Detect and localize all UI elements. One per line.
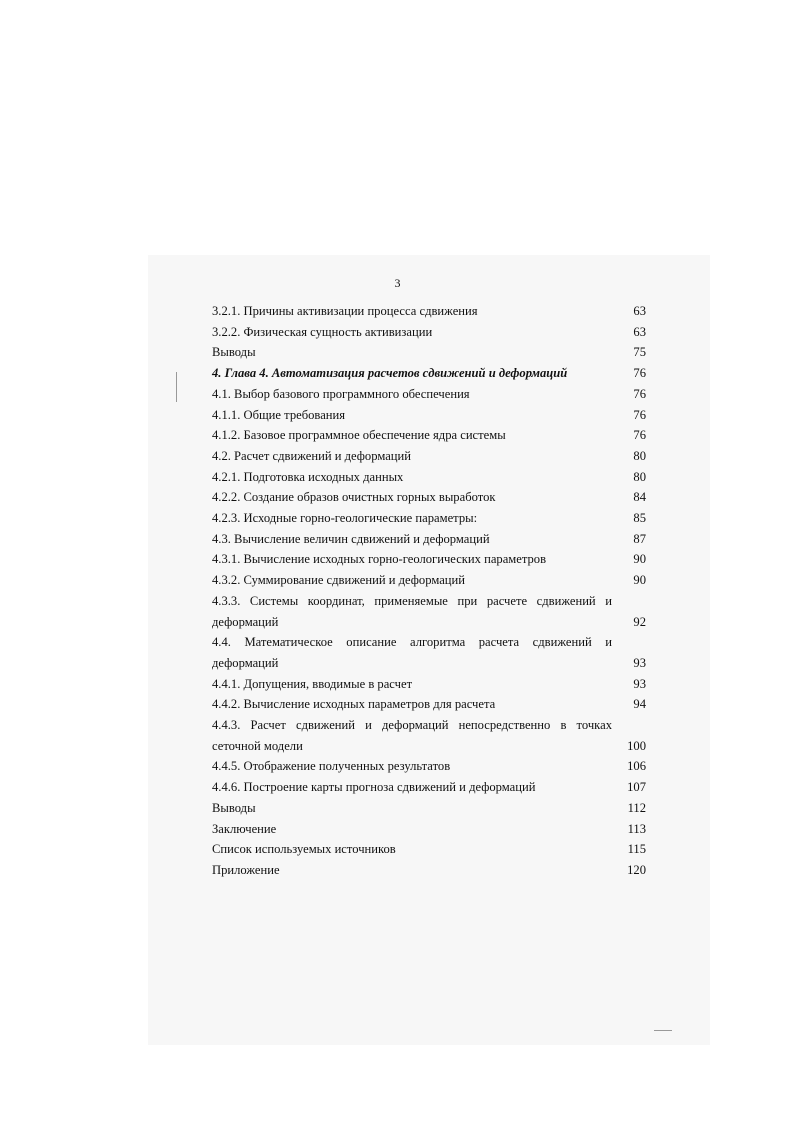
toc-title: 4.4.3. Расчет сдвижений и деформаций непосредственно в точках сеточной модели bbox=[212, 718, 612, 753]
toc-entry bbox=[212, 860, 646, 881]
toc-title: 4.3.2. Суммирование сдвижений и деформаций bbox=[212, 573, 466, 588]
toc-title: Выводы bbox=[212, 345, 256, 360]
toc-entry bbox=[212, 529, 646, 550]
table-of-contents bbox=[212, 301, 646, 881]
toc-entry bbox=[212, 632, 646, 673]
toc-title: 4.2.3. Исходные горно-геологические параметры: bbox=[212, 511, 478, 526]
toc-page: 63 bbox=[633, 304, 646, 318]
toc-title: 4.4. Математическое описание алгоритма расчета сдвижений и деформаций bbox=[212, 635, 612, 670]
toc-title: Приложение bbox=[212, 862, 280, 877]
toc-title: Список используемых источников bbox=[212, 842, 396, 857]
toc-page: 87 bbox=[633, 531, 646, 546]
toc-entry bbox=[212, 694, 646, 715]
toc-title: 4.2.2. Создание образов очистных горных выработок bbox=[212, 490, 496, 505]
toc-entry bbox=[212, 839, 646, 860]
toc-title: 3.2.2. Физическая сущность активизации bbox=[212, 324, 433, 339]
toc-page: 75 bbox=[633, 345, 646, 360]
toc-entry bbox=[212, 570, 646, 591]
toc-title: 3.2.1. Причины активизации процесса сдвижения bbox=[212, 304, 478, 318]
toc-entry bbox=[212, 467, 646, 488]
toc-entry bbox=[212, 777, 646, 798]
toc-page: 112 bbox=[627, 800, 646, 815]
toc-page: 94 bbox=[633, 697, 646, 712]
toc-entry bbox=[212, 487, 646, 508]
toc-page: 76 bbox=[633, 386, 646, 401]
toc-title: Выводы bbox=[212, 800, 256, 815]
toc-title: 4. Глава 4. Автоматизация расчетов сдвижений и деформаций bbox=[212, 366, 568, 381]
toc-title: 4.1. Выбор базового программного обеспечения bbox=[212, 386, 470, 401]
scan-mark bbox=[176, 372, 177, 402]
page-number: 3 bbox=[394, 276, 401, 290]
toc-page: 80 bbox=[633, 448, 646, 463]
toc-page: 80 bbox=[633, 469, 646, 484]
scan-mark bbox=[654, 1030, 672, 1031]
toc-title: 4.4.2. Вычисление исходных параметров для расчета bbox=[212, 697, 496, 712]
toc-page: 106 bbox=[627, 759, 646, 774]
toc-page: 100 bbox=[627, 738, 646, 753]
toc-entry bbox=[212, 342, 646, 363]
toc-page: 84 bbox=[633, 490, 646, 505]
toc-title: 4.3.1. Вычисление исходных горно-геологических параметров bbox=[212, 552, 547, 567]
toc-page: 63 bbox=[633, 324, 646, 339]
toc-entry bbox=[212, 756, 646, 777]
toc-title: 4.4.6. Построение карты прогноза сдвижений и деформаций bbox=[212, 780, 536, 795]
toc-entry bbox=[212, 591, 646, 632]
toc-title: 4.1.2. Базовое программное обеспечение ядра системы bbox=[212, 428, 506, 443]
toc-title: 4.4.1. Допущения, вводимые в расчет bbox=[212, 676, 413, 691]
toc-title: 4.2. Расчет сдвижений и деформаций bbox=[212, 448, 412, 463]
toc-page: 90 bbox=[633, 573, 646, 588]
toc-page: 85 bbox=[633, 511, 646, 526]
toc-entry bbox=[212, 446, 646, 467]
toc-page: 93 bbox=[633, 655, 646, 670]
toc-title: 4.3. Вычисление величин сдвижений и деформаций bbox=[212, 531, 490, 546]
toc-page: 76 bbox=[633, 407, 646, 422]
toc-entry bbox=[212, 322, 646, 343]
toc-page: 76 bbox=[633, 366, 646, 381]
toc-page: 90 bbox=[633, 552, 646, 567]
toc-entry bbox=[212, 715, 646, 756]
toc-entry bbox=[212, 384, 646, 405]
toc-entry bbox=[212, 425, 646, 446]
toc-page: 76 bbox=[633, 428, 646, 443]
toc-entry bbox=[212, 405, 646, 426]
toc-chapter-heading bbox=[212, 363, 646, 384]
toc-page: 92 bbox=[633, 614, 646, 629]
toc-page: 120 bbox=[627, 862, 646, 877]
toc-page: 107 bbox=[627, 780, 646, 795]
toc-entry bbox=[212, 674, 646, 695]
toc-title: 4.2.1. Подготовка исходных данных bbox=[212, 469, 404, 484]
toc-page: 93 bbox=[633, 676, 646, 691]
toc-entry bbox=[212, 549, 646, 570]
toc-entry bbox=[212, 508, 646, 529]
toc-entry bbox=[212, 819, 646, 840]
toc-page: 115 bbox=[627, 842, 646, 857]
toc-entry bbox=[212, 301, 646, 322]
toc-title: 4.4.5. Отображение полученных результатов bbox=[212, 759, 451, 774]
toc-entry bbox=[212, 798, 646, 819]
toc-page: 113 bbox=[627, 821, 646, 836]
toc-title: Заключение bbox=[212, 821, 277, 836]
toc-title: 4.1.1. Общие требования bbox=[212, 407, 346, 422]
toc-title: 4.3.3. Системы координат, применяемые при расчете сдвижений и деформаций bbox=[212, 593, 612, 629]
